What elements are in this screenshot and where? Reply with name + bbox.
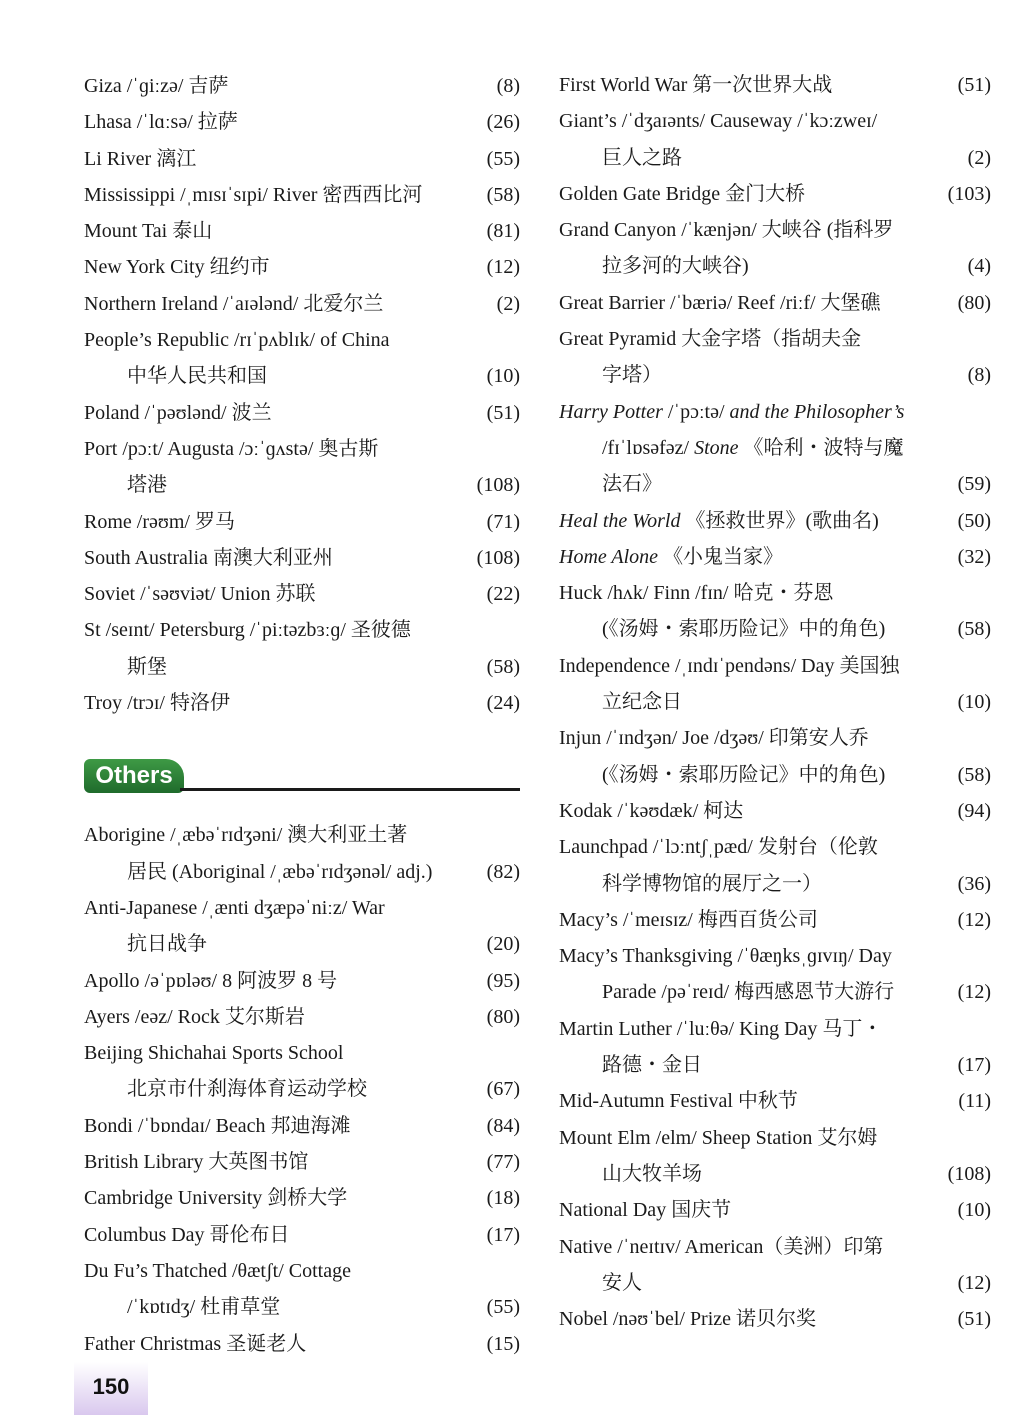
entry-page-ref: (51) bbox=[957, 1308, 991, 1331]
entry-term: First World War 第一次世界大战 bbox=[559, 74, 833, 96]
entry-term: Independence /ˌɪndɪˈpendəns/ Day 美国独 bbox=[559, 654, 900, 677]
entry-page-ref: (11) bbox=[958, 1090, 991, 1113]
entry-continuation: 科学博物馆的展厅之一） bbox=[602, 872, 822, 895]
entry-term: South Australia 南澳大利亚州 bbox=[84, 546, 333, 569]
entry-page-ref: (58) bbox=[486, 183, 520, 206]
index-entry bbox=[84, 286, 520, 322]
entry-term: Columbus Day 哥伦布日 bbox=[84, 1223, 290, 1246]
entry-term: Mount Tai 泰山 bbox=[84, 220, 213, 243]
entry-page-ref: (71) bbox=[486, 510, 520, 533]
index-entry bbox=[84, 395, 520, 431]
entry-term: Great Barrier /ˈbæriə/ Reef /riːf/ 大堡礁 bbox=[559, 291, 881, 314]
entry-page-ref: (80) bbox=[486, 1005, 520, 1028]
index-entry bbox=[84, 1144, 520, 1180]
entry-term: Bondi /ˈbɒndaɪ/ Beach 邦迪海滩 bbox=[84, 1114, 351, 1137]
entry-page-ref: (17) bbox=[957, 1054, 991, 1077]
entry-term: National Day 国庆节 bbox=[559, 1199, 732, 1222]
index-entry bbox=[84, 1035, 520, 1108]
index-entry bbox=[559, 938, 991, 1011]
entry-page-ref: (32) bbox=[957, 545, 991, 568]
index-entry bbox=[559, 793, 991, 829]
entry-page-ref: (10) bbox=[957, 691, 991, 714]
entry-term: Giza /ˈɡiːzə/ 吉萨 bbox=[84, 75, 229, 97]
entry-term: Northern Ireland /ˈaɪələnd/ 北爱尔兰 bbox=[84, 292, 384, 315]
index-entry bbox=[559, 285, 991, 321]
entry-continuation: (《汤姆・索耶历险记》中的角色) bbox=[602, 763, 886, 786]
entry-continuation: 安人 bbox=[602, 1271, 642, 1294]
entry-page-ref: (108) bbox=[947, 1162, 991, 1185]
entry-page-ref: (12) bbox=[957, 1271, 991, 1294]
index-entry bbox=[559, 1083, 991, 1119]
entry-term: British Library 大英图书馆 bbox=[84, 1151, 309, 1174]
entry-term: Kodak /ˈkəʊdæk/ 柯达 bbox=[559, 799, 744, 822]
index-entry bbox=[559, 176, 991, 212]
entry-term: Home Alone 《小鬼当家》 bbox=[559, 545, 784, 568]
entry-term: Nobel /nəʊˈbel/ Prize 诺贝尔奖 bbox=[559, 1308, 817, 1331]
index-entry bbox=[84, 177, 520, 213]
entry-continuation: 拉多河的大峡谷) bbox=[602, 255, 749, 278]
entry-page-ref: (94) bbox=[957, 799, 991, 822]
index-entry bbox=[559, 1192, 991, 1228]
entry-page-ref: (15) bbox=[486, 1332, 520, 1355]
entry-continuation: 法石》 bbox=[602, 473, 662, 496]
entry-page-ref: (55) bbox=[486, 1296, 520, 1319]
index-entry bbox=[559, 1301, 991, 1337]
entry-term: Injun /ˈɪndʒən/ Joe /dʒəʊ/ 印第安人乔 bbox=[559, 727, 869, 750]
index-entry bbox=[559, 539, 991, 575]
entry-continuation: 字塔） bbox=[602, 364, 662, 387]
entry-term: Grand Canyon /ˈkænjən/ 大峡谷 (指科罗 bbox=[559, 219, 894, 242]
entry-term: Martin Luther /ˈluːθə/ King Day 马丁・ bbox=[559, 1017, 883, 1040]
entry-page-ref: (77) bbox=[486, 1151, 520, 1174]
index-entry bbox=[84, 1217, 520, 1253]
entry-term: Macy’s Thanksgiving /ˈθæŋksˌɡɪvɪŋ/ Day bbox=[559, 945, 892, 968]
entry-page-ref: (24) bbox=[486, 692, 520, 715]
right-column bbox=[559, 67, 991, 1337]
left-entries-others bbox=[84, 817, 520, 1361]
index-entry bbox=[84, 431, 520, 504]
index-entry bbox=[559, 67, 991, 103]
index-entry bbox=[559, 1229, 991, 1302]
entry-continuation: Parade /pəˈreɪd/ 梅西感恩节大游行 bbox=[602, 981, 895, 1004]
entry-page-ref: (55) bbox=[486, 147, 520, 170]
index-entry bbox=[559, 212, 991, 285]
index-entry bbox=[559, 503, 991, 539]
entry-page-ref: (51) bbox=[957, 74, 991, 96]
index-entry bbox=[84, 576, 520, 612]
entry-term: Launchpad /ˈlɔːntʃˌpæd/ 发射台（伦敦 bbox=[559, 836, 878, 859]
index-entry bbox=[84, 249, 520, 285]
index-entry bbox=[84, 322, 520, 395]
index-entry bbox=[84, 963, 520, 999]
right-entries bbox=[559, 67, 991, 1337]
entry-page-ref: (58) bbox=[957, 763, 991, 786]
index-entry bbox=[84, 999, 520, 1035]
entry-continuation: 路德・金日 bbox=[602, 1054, 702, 1077]
entry-term: Ayers /eəz/ Rock 艾尔斯岩 bbox=[84, 1005, 305, 1028]
entry-term: People’s Republic /rɪˈpʌblɪk/ of China bbox=[84, 329, 390, 352]
page-number: 150 bbox=[74, 1362, 148, 1415]
entry-page-ref: (18) bbox=[486, 1187, 520, 1210]
entry-continuation: 塔港 bbox=[127, 474, 167, 497]
entry-term: Soviet /ˈsəʊviət/ Union 苏联 bbox=[84, 583, 316, 606]
left-entries-top bbox=[84, 68, 520, 721]
entry-page-ref: (108) bbox=[476, 474, 520, 497]
entry-page-ref: (95) bbox=[486, 969, 520, 992]
index-entry bbox=[559, 1011, 991, 1084]
entry-page-ref: (108) bbox=[476, 546, 520, 569]
entry-page-ref: (84) bbox=[486, 1114, 520, 1137]
entry-page-ref: (82) bbox=[486, 860, 520, 883]
entry-continuation: 立纪念日 bbox=[602, 691, 682, 714]
entry-page-ref: (80) bbox=[957, 291, 991, 314]
entry-term: Mississippi /ˌmɪsɪˈsɪpi/ River 密西西比河 bbox=[84, 183, 423, 206]
entry-page-ref: (36) bbox=[957, 872, 991, 895]
entry-page-ref: (59) bbox=[957, 473, 991, 496]
index-entry bbox=[559, 720, 991, 793]
entry-page-ref: (12) bbox=[957, 908, 991, 931]
entry-page-ref: (67) bbox=[486, 1078, 520, 1101]
entry-page-ref: (12) bbox=[957, 981, 991, 1004]
entry-term: St /seɪnt/ Petersburg /ˈpiːtəzbɜːɡ/ 圣彼德 bbox=[84, 619, 411, 642]
index-entry bbox=[559, 648, 991, 721]
entry-continuation: 山大牧羊场 bbox=[602, 1162, 702, 1185]
entry-term: Mount Elm /elm/ Sheep Station 艾尔姆 bbox=[559, 1126, 878, 1149]
entry-page-ref: (51) bbox=[486, 401, 520, 424]
entry-page-ref: (12) bbox=[486, 256, 520, 279]
entry-continuation: /ˈkɒtɪdʒ/ 杜甫草堂 bbox=[127, 1296, 281, 1319]
entry-page-ref: (81) bbox=[486, 220, 520, 243]
entry-continuation: (《汤姆・索耶历险记》中的角色) bbox=[602, 618, 886, 641]
entry-term: Mid-Autumn Festival 中秋节 bbox=[559, 1090, 798, 1113]
entry-continuation: 抗日战争 bbox=[127, 933, 207, 956]
entry-page-ref: (58) bbox=[486, 655, 520, 678]
entry-term: Cambridge University 剑桥大学 bbox=[84, 1187, 348, 1210]
entry-term: Golden Gate Bridge 金门大桥 bbox=[559, 182, 806, 205]
index-entry bbox=[84, 1326, 520, 1362]
index-entry bbox=[84, 104, 520, 140]
entry-page-ref: (20) bbox=[486, 933, 520, 956]
entry-page-ref: (17) bbox=[486, 1223, 520, 1246]
index-entry bbox=[559, 902, 991, 938]
index-entry bbox=[559, 1120, 991, 1193]
entry-continuation: 中华人民共和国 bbox=[127, 365, 267, 388]
index-entry bbox=[84, 1180, 520, 1216]
left-column bbox=[84, 68, 520, 1362]
entry-term: Poland /ˈpəʊlənd/ 波兰 bbox=[84, 401, 272, 424]
index-entry bbox=[84, 213, 520, 249]
entry-term: Giant’s /ˈdʒaɪənts/ Causeway /ˈkɔːzweɪ/ bbox=[559, 110, 878, 133]
entry-continuation: /fɪˈlɒsəfəz/ Stone 《哈利・波特与魔 bbox=[602, 436, 904, 459]
entry-page-ref: (58) bbox=[957, 618, 991, 641]
others-section-header bbox=[84, 745, 520, 817]
entry-page-ref: (8) bbox=[496, 75, 520, 97]
index-entry bbox=[84, 612, 520, 685]
entry-page-ref: (22) bbox=[486, 583, 520, 606]
entry-page-ref: (10) bbox=[486, 365, 520, 388]
entry-continuation: 巨人之路 bbox=[602, 146, 682, 169]
index-entry bbox=[84, 504, 520, 540]
entry-term: Great Pyramid 大金字塔（指胡夫金 bbox=[559, 328, 862, 351]
index-entry bbox=[559, 103, 991, 176]
index-entry bbox=[84, 540, 520, 576]
entry-term: Troy /trɔɪ/ 特洛伊 bbox=[84, 692, 230, 715]
entry-term: Beijing Shichahai Sports School bbox=[84, 1042, 344, 1065]
entry-term: Du Fu’s Thatched /θætʃt/ Cottage bbox=[84, 1259, 351, 1282]
index-entry bbox=[84, 817, 520, 890]
entry-term: Harry Potter /ˈpɔːtə/ and the Philosopher’s bbox=[559, 400, 905, 423]
entry-term: Port /pɔːt/ Augusta /ɔːˈɡʌstə/ 奥古斯 bbox=[84, 437, 379, 460]
entry-continuation: 居民 (Aboriginal /ˌæbəˈrɪdʒənəl/ adj.) bbox=[127, 860, 433, 883]
index-entry bbox=[559, 575, 991, 648]
entry-term: Li River 漓江 bbox=[84, 147, 197, 170]
entry-page-ref: (50) bbox=[957, 509, 991, 532]
entry-page-ref: (26) bbox=[486, 111, 520, 134]
entry-term: New York City 纽约市 bbox=[84, 256, 270, 279]
entry-term: Lhasa /ˈlɑːsə/ 拉萨 bbox=[84, 111, 238, 134]
entry-term: Anti-Japanese /ˌænti dʒæpəˈniːz/ War bbox=[84, 896, 385, 919]
index-entry bbox=[84, 1108, 520, 1144]
index-entry bbox=[84, 685, 520, 721]
others-heading: Others bbox=[84, 759, 184, 793]
index-entry bbox=[559, 321, 991, 394]
entry-term: Aborigine /ˌæbəˈrɪdʒəni/ 澳大利亚土著 bbox=[84, 824, 408, 847]
entry-term: Apollo /əˈpɒləʊ/ 8 阿波罗 8 号 bbox=[84, 969, 338, 992]
entry-page-ref: (4) bbox=[967, 255, 991, 278]
entry-continuation: 斯堡 bbox=[127, 655, 167, 678]
entry-continuation: 北京市什刹海体育运动学校 bbox=[127, 1078, 367, 1101]
entry-term: Rome /rəʊm/ 罗马 bbox=[84, 510, 235, 533]
entry-page-ref: (103) bbox=[947, 182, 991, 205]
index-entry bbox=[559, 829, 991, 902]
index-entry bbox=[84, 141, 520, 177]
entry-page-ref: (2) bbox=[967, 146, 991, 169]
entry-page-ref: (8) bbox=[967, 364, 991, 387]
entry-term: Huck /hʌk/ Finn /fɪn/ 哈克・芬恩 bbox=[559, 582, 834, 605]
section-divider bbox=[180, 788, 520, 791]
entry-term: Native /ˈneɪtɪv/ American（美洲）印第 bbox=[559, 1235, 884, 1258]
entry-term: Father Christmas 圣诞老人 bbox=[84, 1332, 307, 1355]
entry-term: Macy’s /ˈmeɪsɪz/ 梅西百货公司 bbox=[559, 908, 818, 931]
index-entry bbox=[559, 394, 991, 503]
index-entry bbox=[84, 68, 520, 104]
index-entry bbox=[84, 1253, 520, 1326]
entry-page-ref: (10) bbox=[957, 1199, 991, 1222]
index-entry bbox=[84, 890, 520, 963]
entry-term: Heal the World 《拯救世界》(歌曲名) bbox=[559, 509, 879, 532]
entry-page-ref: (2) bbox=[496, 292, 520, 315]
